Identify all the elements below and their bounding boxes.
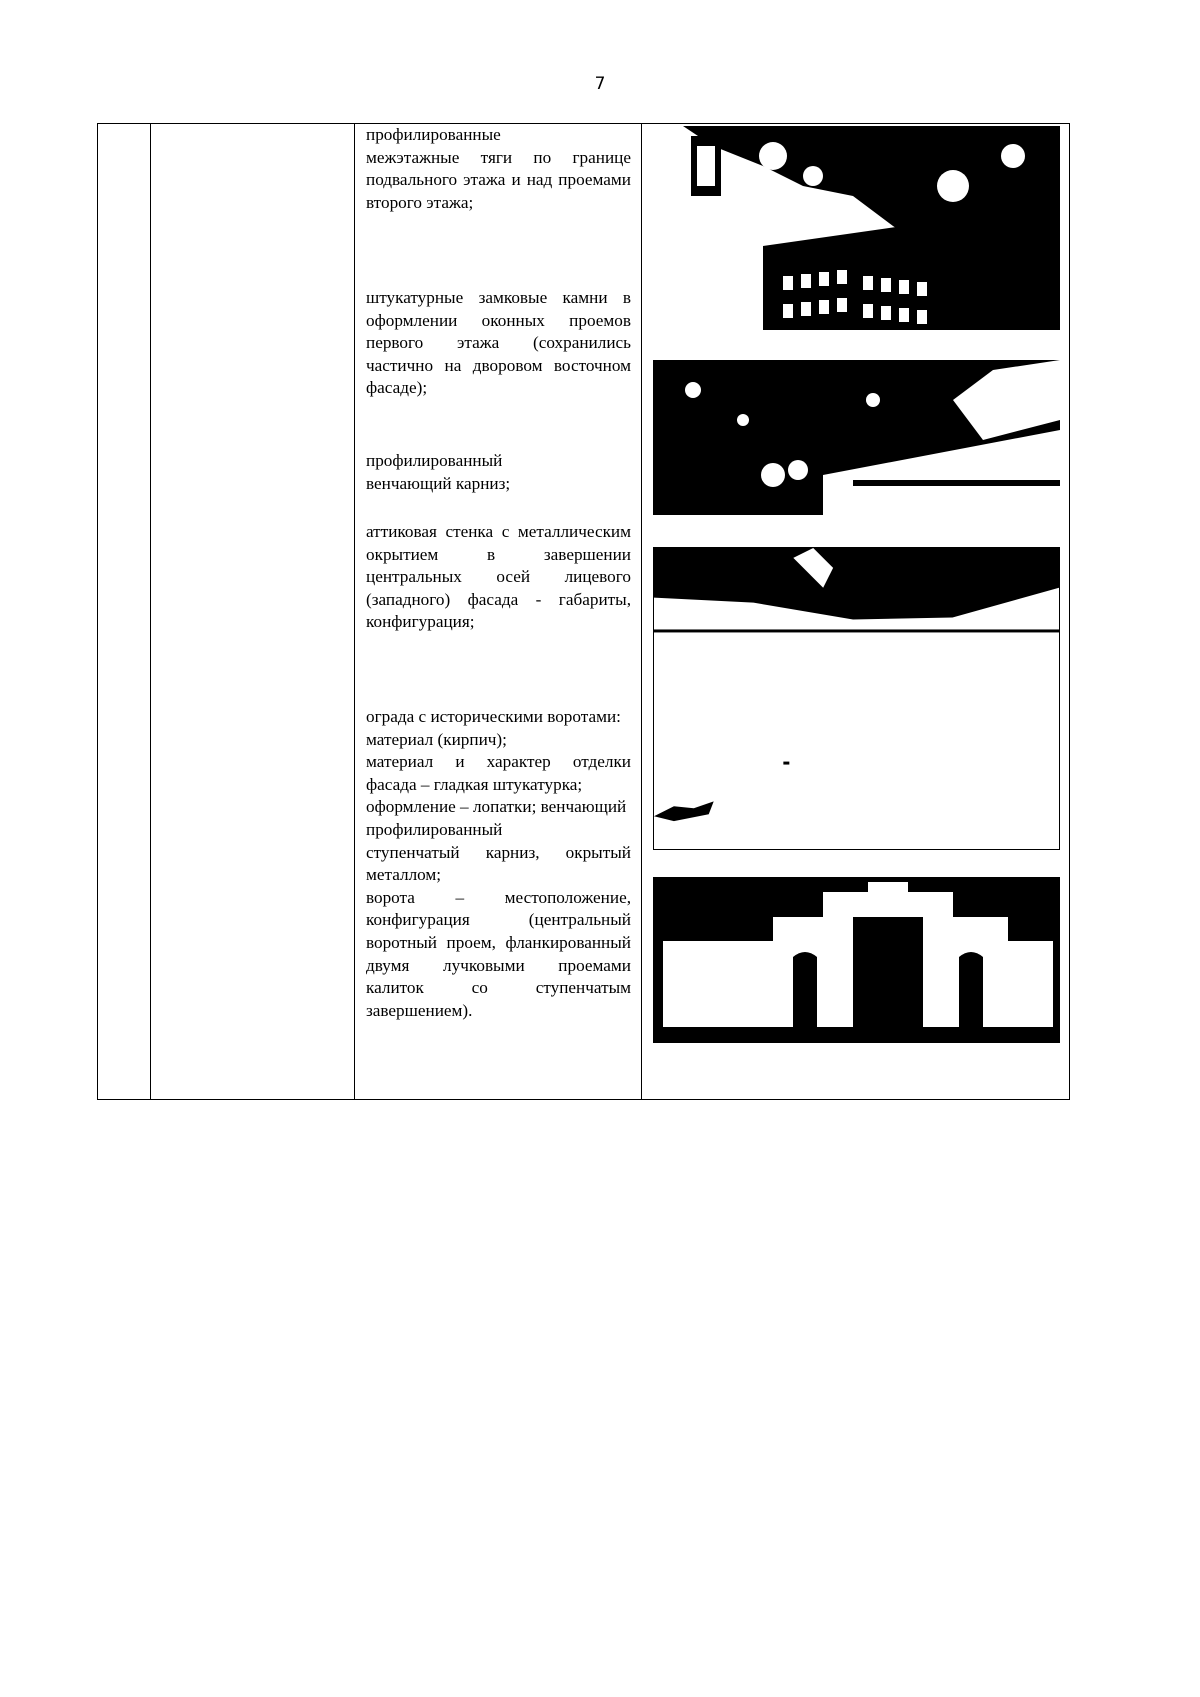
column-divider-2	[354, 124, 355, 1099]
column-divider-1	[150, 124, 151, 1099]
feature-item-5-line-3: материал и характер отделки фасада – гладкая штукатурка;	[366, 752, 631, 794]
feature-item-5	[366, 706, 631, 1022]
feature-item-5-line-5: профилированный	[366, 819, 503, 839]
page-number: 7	[594, 74, 606, 94]
feature-item-5-line-4: оформление – лопатки; венчающий	[366, 797, 627, 817]
feature-item-5-line-7: ворота – местоположение, конфигурация (центральный воротный проем, фланкированный двумя лучковыми проемами калиток со ступенчатым завершением).	[366, 887, 631, 1020]
feature-item-3	[366, 450, 631, 495]
feature-item-3-line-1: профилированный	[366, 451, 503, 470]
feature-item-2-line-1: штукатурные замковые камни в оформлении оконных проемов первого этажа (сохранились частично на дворовом восточном фасаде);	[366, 288, 631, 398]
photo-cornice	[653, 360, 1060, 515]
photo-building-facade	[653, 126, 1060, 330]
feature-item-5-line-1: ограда с историческими воротами:	[366, 707, 621, 726]
column-divider-3	[641, 124, 642, 1099]
photo-attic-wall	[653, 547, 1060, 850]
photo-fence-gates	[653, 877, 1060, 1043]
feature-item-1-line-1: профилированные	[366, 125, 501, 144]
feature-item-1	[366, 124, 631, 214]
feature-item-1-line-2: межэтажные тяги по границе подвального этажа и над проемами второго этажа;	[366, 147, 631, 212]
feature-item-5-line-2: материал (кирпич);	[366, 729, 507, 749]
feature-item-3-line-2: венчающий карниз;	[366, 473, 511, 493]
feature-item-5-line-6: ступенчатый карниз, окрытый металлом;	[366, 842, 631, 885]
feature-item-2	[366, 287, 631, 400]
feature-item-4	[366, 521, 631, 634]
feature-item-4-line-1: аттиковая стенка с металлическим окрытием в завершении центральных осей лицевого (западного) фасада - габариты, конфигурация;	[366, 522, 631, 632]
